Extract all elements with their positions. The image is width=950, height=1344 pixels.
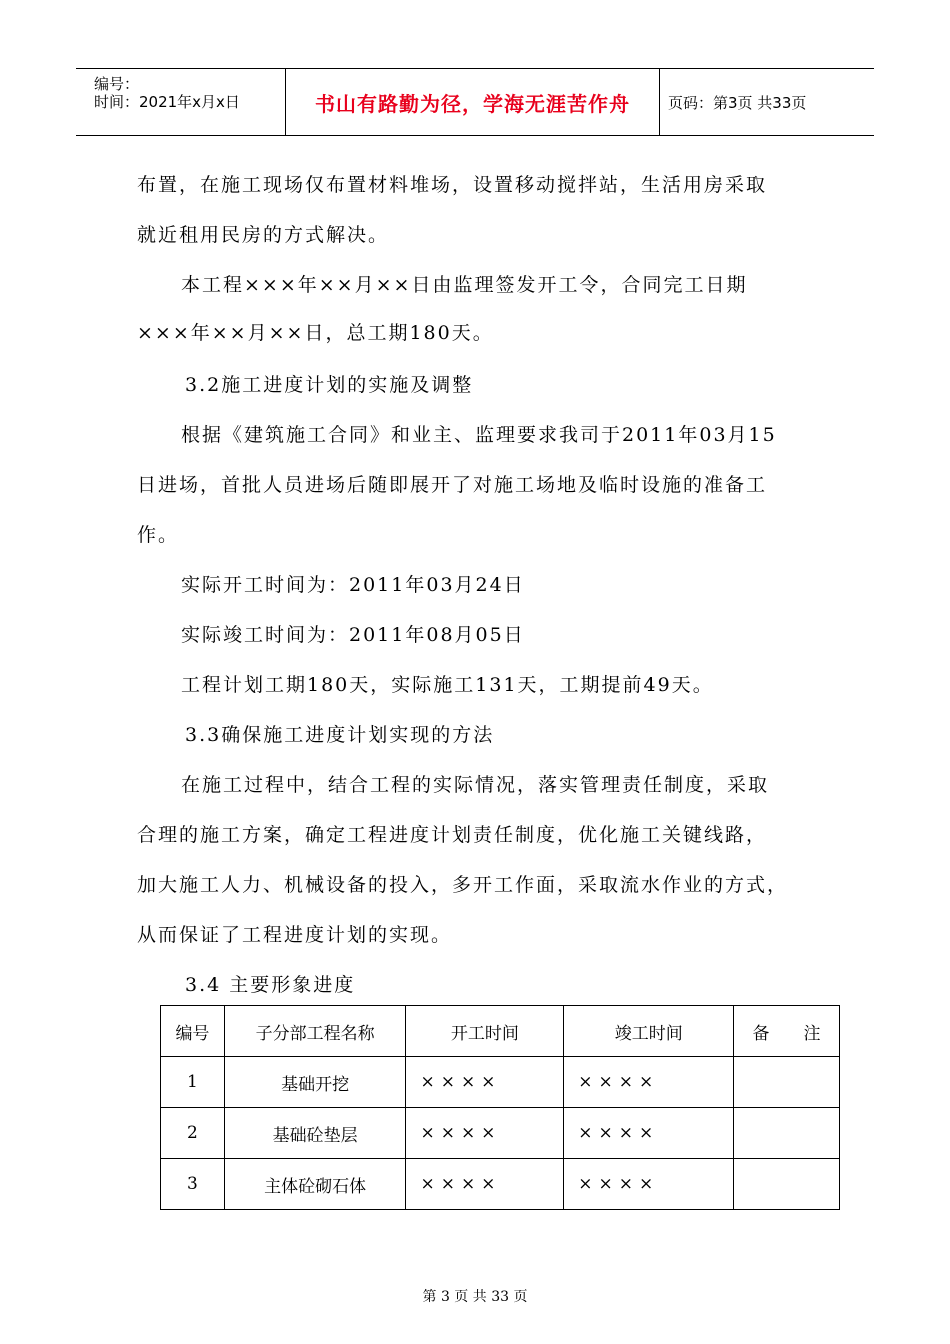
paragraph-line: 日进场，首批人员进场后随即展开了对施工场地及临时设施的准备工 xyxy=(137,474,768,496)
table-row xyxy=(161,1159,840,1210)
table-row xyxy=(161,1108,840,1159)
table-cell xyxy=(734,1057,840,1108)
table-cell: ×××× xyxy=(406,1108,564,1159)
table-cell: ×××× xyxy=(406,1159,564,1210)
paragraph-line: 加大施工人力、机械设备的投入，多开工作面，采取流水作业的方式， xyxy=(137,874,789,896)
header-motto-cell xyxy=(286,69,660,135)
table-cell: ×××× xyxy=(564,1159,734,1210)
time-label: 时间：2021年x月x日 xyxy=(94,93,240,111)
section-heading: 3.3确保施工进度计划实现的方法 xyxy=(185,724,495,746)
paragraph-line: 从而保证了工程进度计划的实现。 xyxy=(137,924,453,946)
table-row xyxy=(161,1057,840,1108)
table-cell: 主体砼砌石体 xyxy=(224,1159,406,1210)
page-footer: 第 3 页 共 33 页 xyxy=(422,1289,528,1305)
section-heading: 3.4 主要形象进度 xyxy=(185,974,356,996)
header-meta xyxy=(76,69,286,135)
table-cell: ×××× xyxy=(564,1108,734,1159)
table-header-row xyxy=(161,1006,840,1057)
table-cell: 1 xyxy=(161,1057,225,1108)
table-header-cell: 编号 xyxy=(161,1006,225,1057)
paragraph-line: ×××年××月××日，总工期180天。 xyxy=(137,322,494,344)
table-header-cell: 竣工时间 xyxy=(564,1006,734,1057)
motto: 书山有路勤为径，学海无涯苦作舟 xyxy=(315,91,630,116)
paragraph-line: 作。 xyxy=(137,524,180,546)
paragraph-line: 布置，在施工现场仅布置材料堆场，设置移动搅拌站，生活用房采取 xyxy=(137,174,768,196)
page-header xyxy=(76,68,874,136)
paragraph-line: 在施工过程中，结合工程的实际情况，落实管理责任制度，采取 xyxy=(181,774,770,796)
page-info: 页码：第3页 共33页 xyxy=(668,93,807,112)
table-cell: ×××× xyxy=(406,1057,564,1108)
table-header-cell: 备 注 xyxy=(734,1006,840,1057)
table-cell: 基础砼垫层 xyxy=(224,1108,406,1159)
header-page-cell xyxy=(660,69,874,135)
table-header-cell: 开工时间 xyxy=(406,1006,564,1057)
number-label: 编号： xyxy=(94,75,140,93)
table-cell: ×××× xyxy=(564,1057,734,1108)
progress-table xyxy=(160,1005,840,1210)
paragraph-line: 就近租用民房的方式解决。 xyxy=(137,224,390,246)
paragraph-line: 实际开工时间为：2011年03月24日 xyxy=(181,574,525,596)
section-heading: 3.2施工进度计划的实施及调整 xyxy=(185,374,474,396)
paragraph-line: 工程计划工期180天，实际施工131天，工期提前49天。 xyxy=(181,674,714,696)
paragraph-line: 实际竣工时间为：2011年08月05日 xyxy=(181,624,525,646)
table-cell: 2 xyxy=(161,1108,225,1159)
table-cell: 基础开挖 xyxy=(224,1057,406,1108)
table-cell xyxy=(734,1108,840,1159)
table-cell xyxy=(734,1159,840,1210)
table-header-cell: 子分部工程名称 xyxy=(224,1006,406,1057)
paragraph-line: 根据《建筑施工合同》和业主、监理要求我司于2011年03月15 xyxy=(181,424,777,446)
paragraph-line: 合理的施工方案，确定工程进度计划责任制度，优化施工关键线路， xyxy=(137,824,768,846)
paragraph-line: 本工程×××年××月××日由监理签发开工令，合同完工日期 xyxy=(181,274,748,296)
table-cell: 3 xyxy=(161,1159,225,1210)
